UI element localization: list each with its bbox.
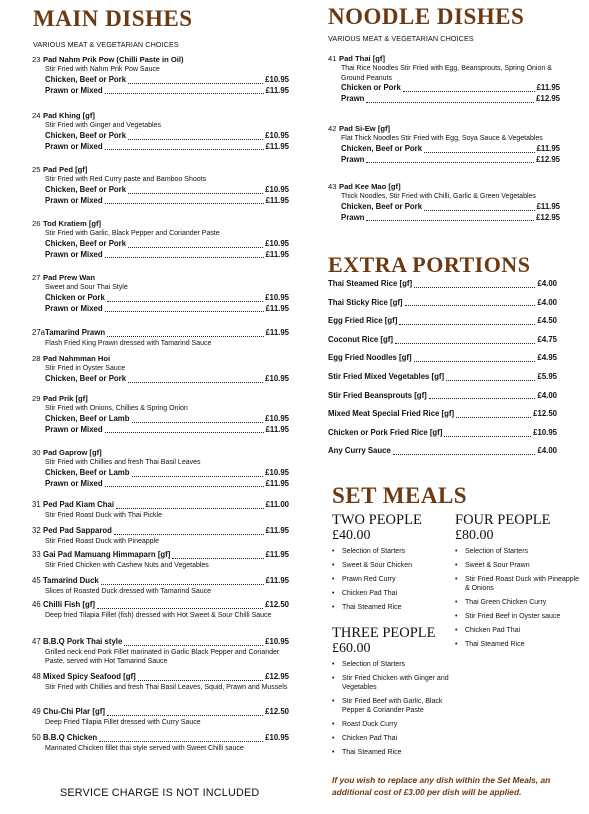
price-value: £11.95	[265, 249, 289, 259]
set-meal-item: • Stir Fried Roast Duck with Pineapple & Onions	[455, 575, 585, 593]
dish-number: 43	[328, 182, 337, 191]
dish-name: Ped Pad Kiam Chai	[43, 500, 115, 509]
dot-leader	[424, 152, 535, 153]
dish-description: Stir Fried with Red Curry paste and Bamboo Shoots	[45, 176, 207, 184]
dish-heading	[328, 124, 560, 134]
dot-leader	[456, 417, 531, 418]
price-label: Stir Fried Beansprouts [gf]	[328, 390, 427, 400]
dot-leader	[128, 193, 263, 194]
dish-description: Stir Fried with Ginger and Vegetables	[45, 122, 161, 130]
dish-number: 49	[32, 707, 41, 716]
dot-leader	[132, 422, 264, 423]
dot-leader	[105, 257, 264, 258]
dish-heading	[32, 219, 289, 229]
price-label: Chicken or Pork	[341, 83, 401, 93]
set-four-title: FOUR PEOPLE	[455, 512, 551, 528]
set-four-people	[455, 512, 585, 654]
dish-description: Stir Fried in Oyster Sauce	[45, 365, 126, 373]
price-label: Prawn or Mixed	[45, 85, 103, 95]
dot-leader	[414, 287, 535, 288]
price-row	[32, 425, 289, 436]
price-value: £12.50	[533, 409, 557, 419]
dish-name: Pad Khing [gf]	[43, 111, 95, 120]
set-three-items	[332, 660, 454, 757]
dish-number: 42	[328, 124, 337, 133]
dish-name: B.B.Q Chicken	[43, 733, 98, 742]
dot-leader	[105, 149, 264, 150]
set-meal-item: • Chicken Pad Thai	[455, 626, 585, 635]
price-row	[32, 479, 289, 490]
price-label: Chicken or Pork Fried Rice [gf]	[328, 427, 443, 437]
extra-portion-row	[328, 372, 557, 383]
price-row	[32, 185, 289, 196]
price-value: £11.95	[265, 303, 289, 313]
dot-leader	[116, 508, 264, 509]
price-value: £11.95	[265, 85, 289, 95]
dish-item	[32, 448, 289, 489]
set-meal-item: • Stir Fried Beef in Oyster sauce	[455, 612, 585, 621]
set-three-title: THREE PEOPLE	[332, 625, 436, 641]
dish-number: 45	[32, 576, 41, 585]
dot-leader	[366, 162, 534, 163]
dish-description: Sweet and Sour Thai Style	[45, 284, 128, 292]
price-row	[32, 374, 289, 385]
price-row	[328, 83, 560, 94]
price-label: Prawn	[341, 94, 365, 104]
dish-name: Tod Kratiem [gf]	[43, 219, 102, 228]
price-label: Prawn or Mixed	[45, 195, 103, 205]
dish-description: Stir Fried with Nahm Prik Pow Sauce	[45, 66, 160, 74]
dish-heading	[32, 733, 97, 744]
dish-heading	[328, 54, 560, 64]
price-value: £11.95	[265, 424, 289, 434]
price-value: £11.95	[536, 143, 560, 153]
price-label: Egg Fried Rice [gf]	[328, 316, 398, 326]
set-meal-item: • Thai Steamed Rice	[455, 640, 585, 649]
dot-leader	[366, 220, 534, 221]
price-label: Prawn or Mixed	[45, 424, 103, 434]
price-value: £11.95	[265, 550, 289, 559]
price-value: £12.95	[536, 212, 560, 222]
dish-heading	[32, 600, 95, 611]
price-row	[32, 550, 289, 561]
dot-leader	[97, 608, 263, 609]
dish-number: 25	[32, 165, 41, 174]
set-three-price: £60.00	[332, 641, 371, 656]
dish-name: Gai Pad Mamuang Himmaparn [gf]	[43, 550, 171, 559]
price-label: Chicken or Pork	[45, 292, 105, 302]
price-value: £10.95	[265, 637, 289, 646]
price-label: Thai Steamed Rice [gf]	[328, 279, 413, 288]
dot-leader	[172, 558, 263, 559]
dish-item	[32, 354, 289, 385]
price-label: Prawn or Mixed	[45, 249, 103, 259]
dot-leader	[101, 584, 264, 585]
dish-number: 46	[32, 600, 41, 609]
set-two-people	[332, 512, 454, 617]
dish-item	[32, 500, 289, 520]
dot-leader	[446, 380, 535, 381]
dish-heading	[32, 448, 289, 458]
dot-leader	[403, 91, 535, 92]
dish-name: Pad Prik [gf]	[43, 394, 88, 403]
price-value: £10.95	[265, 74, 289, 84]
price-value: £11.95	[265, 526, 289, 535]
dish-name: B.B.Q Pork Thai style	[43, 637, 123, 646]
noodle-dishes-subtitle: VARIOUS MEAT & VEGETARIAN CHOICES	[328, 34, 474, 43]
dish-name: Pad Nahmman Hoi	[43, 354, 111, 363]
price-row	[328, 144, 560, 155]
dish-name: Tamarind Duck	[43, 576, 99, 585]
dish-number: 26	[32, 219, 41, 228]
noodle-dishes-title: NOODLE DISHES	[328, 4, 525, 29]
price-value: £4.00	[537, 297, 557, 307]
set-meal-item: • Roast Duck Curry	[332, 720, 454, 729]
dot-leader	[107, 715, 263, 716]
dish-number: 32	[32, 526, 41, 535]
extra-portion-row	[328, 446, 557, 457]
set-two-price: £40.00	[332, 528, 371, 543]
set-meal-item: • Thai Steamed Rice	[332, 603, 454, 612]
price-value: £12.50	[265, 600, 289, 609]
price-label: Any Curry Sauce	[328, 446, 391, 456]
dish-description: Stir Fried with Garlic, Black Pepper and Coriander Paste	[45, 230, 220, 238]
dot-leader	[366, 102, 534, 103]
set-meals-title: SET MEALS	[332, 483, 468, 508]
dish-number: 24	[32, 111, 41, 120]
price-row	[32, 304, 289, 315]
dot-leader	[105, 486, 264, 487]
price-value: £10.95	[265, 292, 289, 302]
price-label: Chicken, Beef or Pork	[45, 238, 127, 248]
set-four-items	[455, 547, 585, 649]
set-meal-item: • Chicken Pad Thai	[332, 589, 454, 598]
price-label: Chicken, Beef or Pork	[45, 74, 127, 84]
price-row	[32, 293, 289, 304]
dot-leader	[124, 645, 263, 646]
dish-number: 31	[32, 500, 41, 509]
dish-item	[32, 707, 289, 727]
dish-description: Stir Fried with Chillies and fresh Thai Basil Leaves	[45, 459, 201, 467]
dish-name: Ped Pad Sapparod	[43, 526, 112, 535]
dish-number: 33	[32, 550, 41, 559]
dish-item	[32, 394, 289, 435]
set-meal-item: • Stir Fried Beef with Garlic, Black Pepper & Coriander Paste	[332, 697, 454, 715]
dish-heading	[32, 672, 136, 683]
price-label: Prawn	[341, 212, 365, 222]
dish-description: Deep Fried Tilapia Fillet dressed with Curry Sauce	[45, 718, 201, 726]
dish-heading	[32, 526, 112, 537]
extra-portion-row	[328, 391, 557, 402]
extra-portion-row	[328, 298, 557, 309]
dish-heading	[32, 576, 99, 587]
set-meal-item: • Selection of Starters	[455, 547, 585, 556]
dish-number: 30	[32, 448, 41, 457]
set-four-price: £80.00	[455, 528, 494, 543]
dot-leader	[99, 741, 263, 742]
price-value: £11.95	[265, 576, 289, 585]
price-value: £10.95	[265, 733, 289, 742]
price-label: Chicken, Beef or Pork	[45, 373, 127, 383]
dish-number: 28	[32, 354, 41, 363]
dish-description: Stir Fried Roast Duck with Pineapple	[45, 537, 159, 545]
price-row	[328, 155, 560, 166]
dish-number: 48	[32, 672, 41, 681]
dish-description: Stir Fried with Chillies and fresh Thai Basil Leaves, Squid, Prawn and Mussels	[45, 683, 288, 691]
price-row	[32, 75, 289, 86]
dish-name: Mixed Spicy Seafood [gf]	[43, 672, 136, 681]
extra-portion-row	[328, 353, 557, 364]
dish-item	[32, 550, 289, 570]
price-label: Prawn or Mixed	[45, 141, 103, 151]
price-row	[32, 131, 289, 142]
dish-description: Grilled neck end Pork Fillet marinated in Garlic Black Pepper and Coriander Paste, served with Hot Tamarind Sauce	[45, 648, 280, 666]
set-meal-item: • Stir Fried Chicken with Ginger and Vegetables	[332, 674, 454, 692]
set-meal-item: • Sweet & Sour Chicken	[332, 561, 454, 570]
price-label: Prawn or Mixed	[45, 478, 103, 488]
set-two-items	[332, 547, 454, 612]
dish-name: Pad Nahm Prik Pow (Chilli Paste in Oil)	[43, 55, 184, 64]
dot-leader	[138, 680, 263, 681]
price-value: £11.95	[265, 195, 289, 205]
price-value: £12.50	[265, 707, 289, 716]
price-row	[32, 733, 289, 744]
dish-number: 29	[32, 394, 41, 403]
price-label: Prawn	[341, 154, 365, 164]
dish-item	[32, 733, 289, 753]
dish-description: Marinated Chicken fillet thai style served with Sweet Chilli sauce	[45, 744, 244, 752]
dot-leader	[429, 398, 536, 399]
dish-name: Pad Prew Wan	[43, 273, 96, 282]
price-row	[32, 600, 289, 611]
extra-portion-row	[328, 279, 557, 290]
price-label: Egg Fried Noodles [gf]	[328, 353, 412, 363]
price-label: Chicken, Beef or Pork	[341, 201, 423, 211]
extra-portions-title: EXTRA PORTIONS	[328, 252, 531, 277]
price-value: £4.00	[537, 390, 557, 400]
dish-item	[32, 637, 289, 667]
dish-heading	[32, 637, 122, 648]
dish-heading	[32, 550, 170, 561]
price-row	[32, 526, 289, 537]
dish-description: Flat Thick Noodles Stir Fried with Egg, Soya Sauce & Vegetables	[341, 135, 543, 143]
dish-number: 47	[32, 637, 41, 646]
price-value: £11.95	[265, 478, 289, 488]
set-meals-footnote: If you wish to replace any dish within the Set Meals, an additional cost of £3.00 per dish will be applied.	[332, 775, 551, 797]
dish-name: Pad Thai [gf]	[339, 54, 385, 63]
dish-item	[32, 165, 289, 206]
price-value: £11.95	[265, 328, 289, 337]
dish-item	[32, 111, 289, 152]
price-value: £11.95	[265, 141, 289, 151]
price-value: £11.95	[536, 83, 560, 93]
price-row	[32, 500, 289, 511]
dot-leader	[414, 361, 536, 362]
main-dishes-subtitle: VARIOUS MEAT & VEGETARIAN CHOICES	[33, 40, 179, 49]
dish-heading	[32, 273, 289, 283]
dot-leader	[128, 83, 263, 84]
service-charge-note: SERVICE CHARGE IS NOT INCLUDED	[60, 787, 260, 799]
price-row	[32, 707, 289, 718]
price-value: £10.95	[533, 427, 557, 437]
dish-heading	[32, 707, 105, 718]
main-dishes-title: MAIN DISHES	[33, 6, 193, 31]
price-value: £10.95	[265, 238, 289, 248]
price-row	[32, 142, 289, 153]
dot-leader	[105, 432, 264, 433]
dish-description: Slices of Roasted Duck dressed with Tamarind Sauce	[45, 587, 212, 595]
set-meal-item: • Thai Green Chicken Curry	[455, 598, 585, 607]
dish-name: Pad Si-Ew [gf]	[339, 124, 391, 133]
dish-heading	[32, 328, 105, 339]
dish-item	[32, 273, 289, 314]
price-row	[32, 637, 289, 648]
price-label: Thai Sticky Rice [gf]	[328, 297, 403, 307]
set-three-people	[332, 625, 454, 762]
price-label: Chicken, Beef or Lamb	[45, 467, 130, 477]
dish-item	[328, 124, 560, 165]
dish-name: Chilli Fish [gf]	[43, 600, 95, 609]
dish-description: Flash Fried King Prawn dressed with Tamarind Sauce	[45, 339, 212, 347]
dish-number: 41	[328, 54, 337, 63]
price-row	[32, 196, 289, 207]
dish-item	[32, 328, 289, 348]
price-row	[32, 414, 289, 425]
dish-name: Pad Gaprow [gf]	[43, 448, 102, 457]
dish-number: 50	[32, 733, 41, 742]
extra-portion-row	[328, 335, 557, 346]
dish-heading	[328, 182, 560, 192]
dish-heading	[32, 55, 289, 65]
dot-leader	[405, 305, 536, 306]
dish-item	[32, 219, 289, 260]
price-row	[328, 202, 560, 213]
set-meal-item: • Chicken Pad Thai	[332, 734, 454, 743]
price-row	[328, 94, 560, 105]
set-meal-item: • Selection of Starters	[332, 547, 454, 556]
dot-leader	[393, 454, 536, 455]
dot-leader	[424, 210, 535, 211]
dish-item	[328, 54, 560, 105]
price-label: Mixed Meat Special Fried Rice [gf]	[328, 409, 455, 419]
price-value: £11.00	[265, 500, 289, 509]
set-meal-item: • Prawn Red Curry	[332, 575, 454, 584]
dot-leader	[107, 301, 263, 302]
dot-leader	[128, 382, 263, 383]
dot-leader	[128, 247, 263, 248]
price-label: Stir Fried Mixed Vegetables [gf]	[328, 372, 445, 381]
price-row	[32, 239, 289, 250]
dot-leader	[114, 534, 264, 535]
dot-leader	[132, 476, 264, 477]
price-value: £4.00	[537, 446, 557, 456]
price-value: £10.95	[265, 184, 289, 194]
dish-heading	[32, 500, 114, 511]
price-row	[32, 86, 289, 97]
dish-item	[328, 182, 560, 223]
dish-item	[32, 672, 289, 692]
dish-name: Tamarind Prawn	[45, 328, 106, 337]
price-value: £12.95	[265, 672, 289, 681]
price-row	[32, 250, 289, 261]
price-row	[32, 576, 289, 587]
price-value: £5.95	[537, 372, 557, 381]
price-row	[32, 468, 289, 479]
price-label: Coconut Rice [gf]	[328, 334, 393, 344]
dot-leader	[105, 203, 264, 204]
dot-leader	[105, 93, 264, 94]
price-label: Chicken, Beef or Pork	[341, 143, 423, 153]
dish-number: 27a	[32, 328, 46, 337]
dish-description: Deep fried Tilapia Fillet (fish) dressed with Hot Sweet & Sour Chilli Sauce	[45, 611, 272, 619]
dish-heading	[32, 111, 289, 121]
dish-number: 23	[32, 55, 41, 64]
dish-item	[32, 600, 289, 620]
price-value: £10.95	[265, 373, 289, 383]
set-meal-item: • Selection of Starters	[332, 660, 454, 669]
dish-name: Pad Kee Mao [gf]	[339, 182, 401, 191]
price-value: £10.95	[265, 413, 289, 423]
set-two-title: TWO PEOPLE	[332, 512, 422, 528]
dish-number: 27	[32, 273, 41, 282]
price-label: Prawn or Mixed	[45, 303, 103, 313]
dish-description: Thick Noodles, Stir Fried with Chilli, Garlic & Green Vegetables	[341, 193, 536, 201]
price-value: £4.75	[537, 334, 557, 344]
dish-description: Stir Fried Roast Duck with Thai Pickle	[45, 511, 162, 519]
dot-leader	[395, 343, 536, 344]
price-row	[32, 672, 289, 683]
dot-leader	[128, 139, 263, 140]
dish-name: Chu-Chi Plar [gf]	[43, 707, 105, 716]
dot-leader	[105, 311, 264, 312]
dish-item	[32, 526, 289, 546]
dish-heading	[32, 165, 289, 175]
dish-item	[32, 576, 289, 596]
dish-heading	[32, 394, 289, 404]
set-meal-item: • Thai Steamed Rice	[332, 748, 454, 757]
dish-description: Thai Rice Noodles Stir Fried with Egg, Beansprouts, Spring Onion & Ground Peanuts	[341, 65, 552, 82]
price-row	[32, 328, 289, 339]
set-meal-item: • Sweet & Sour Prawn	[455, 561, 585, 570]
price-row	[328, 213, 560, 224]
dish-item	[32, 55, 289, 96]
price-value: £10.95	[265, 130, 289, 140]
dot-leader	[399, 324, 535, 325]
price-value: £4.95	[537, 353, 557, 363]
price-value: £10.95	[265, 467, 289, 477]
dot-leader	[107, 336, 263, 337]
dish-name: Pad Ped [gf]	[43, 165, 88, 174]
price-label: Chicken, Beef or Pork	[45, 184, 127, 194]
extra-portion-row	[328, 316, 557, 327]
price-value: £4.50	[537, 316, 557, 326]
dish-description: Stir Fried with Onions, Chillies & Spring Onion	[45, 405, 188, 413]
extra-portion-row	[328, 409, 557, 420]
dish-description: Stir Fried Chicken with Cashew Nuts and Vegetables	[45, 561, 209, 569]
price-label: Chicken, Beef or Lamb	[45, 413, 130, 423]
price-value: £12.95	[536, 94, 560, 104]
price-value: £4.00	[537, 279, 557, 288]
price-label: Chicken, Beef or Pork	[45, 130, 127, 140]
dot-leader	[444, 436, 531, 437]
dish-heading	[32, 354, 289, 364]
price-value: £12.95	[536, 154, 560, 164]
price-value: £11.95	[536, 201, 560, 211]
extra-portion-row	[328, 428, 557, 439]
